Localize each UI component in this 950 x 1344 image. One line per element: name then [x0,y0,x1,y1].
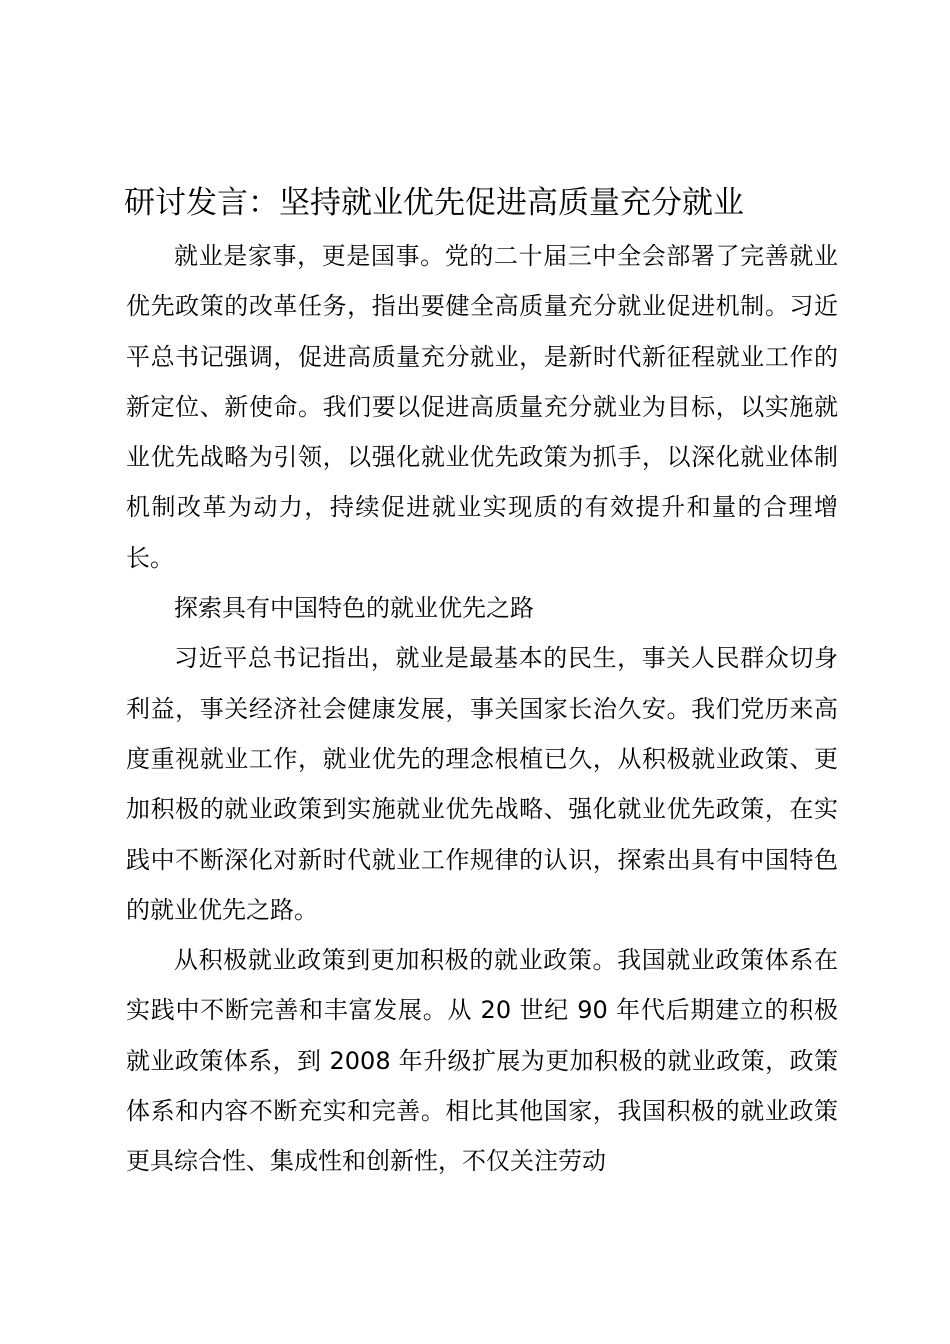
document-title: 研讨发言：坚持就业优先促进高质量充分就业 [124,185,744,221]
paragraph-intro: 就业是家事，更是国事。党的二十届三中全会部署了完善就业优先政策的改革任务，指出要健全高质量充分就业促进机制。习近平总书记强调，促进高质量充分就业，是新时代新征程就业工作的新定位、新使命。我们要以促进高质量充分就业为目标，以实施就业优先战略为引领，以强化就业优先政策为抓手，以深化就业体制机制改革为动力，持续促进就业实现质的有效提升和量的合理增长。 [126,242,838,572]
section-heading: 探索具有中国特色的就业优先之路 [174,594,534,623]
paragraph-policy-evolution: 从积极就业政策到更加积极的就业政策。我国就业政策体系在实践中不断完善和丰富发展。从 20 世纪 90 年代后期建立的积极就业政策体系，到 2008 年升级扩展为更加积极的就业政策，政策体系和内容不断充实和完善。相比其他国家，我国积极的就业政策更具综合性、集成性和创新性，不仅关注劳动 [126,946,838,1176]
document-page [126,183,838,1187]
paragraph-employment-priority: 习近平总书记指出，就业是最基本的民生，事关人民群众切身利益，事关经济社会健康发展，事关国家长治久安。我们党历来高度重视就业工作，就业优先的理念根植已久，从积极就业政策、更加积极的就业政策到实施就业优先战略、强化就业优先政策，在实践中不断深化对新时代就业工作规律的认识，探索出具有中国特色的就业优先之路。 [126,644,838,924]
